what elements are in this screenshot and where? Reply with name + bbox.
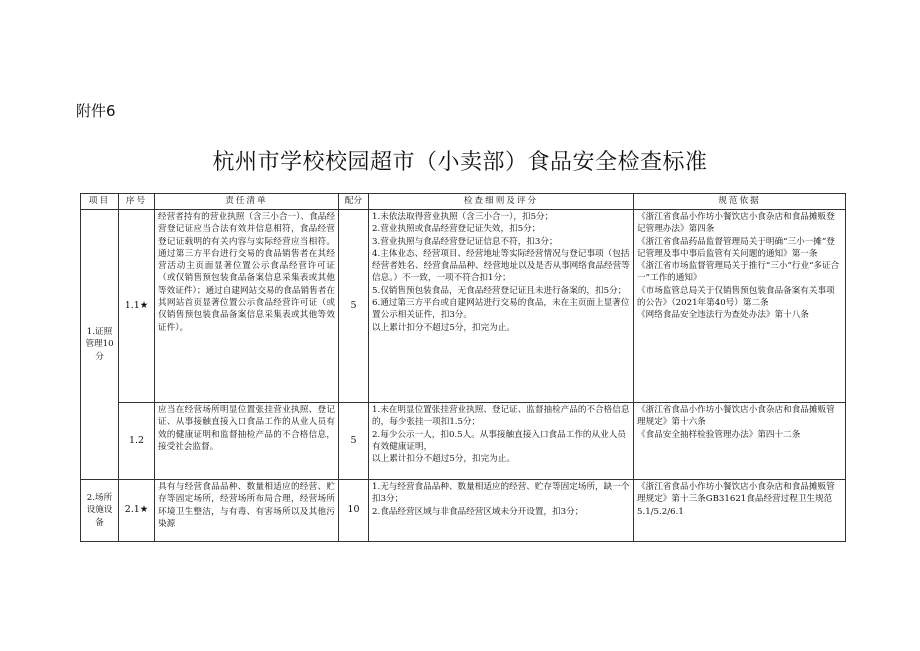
check-line: 以上累计扣分不超过5分，扣完为止。 [372, 322, 515, 333]
check-line: 5.仅销售预包装食品，无食品经营登记证且未进行备案的，扣5分； [372, 285, 627, 296]
seq-cell: 2.1★ [119, 480, 155, 542]
attachment-label: 附件6 [76, 102, 116, 120]
seq-cell: 1.2 [119, 403, 155, 480]
check-line: 2.营业执照或食品经营登记证失效，扣5分； [372, 224, 541, 235]
basis-line: 《网络食品安全违法行为查处办法》第十八条 [637, 310, 809, 321]
basis-line: 《食品安全抽样检验管理办法》第四十二条 [637, 429, 801, 440]
check-line: 以上累计扣分不超过5分，扣完为止。 [372, 454, 515, 465]
check-line: 1.无与经营食品品种、数量相适应的经营、贮存等固定场所，缺一个扣3分； [372, 482, 630, 505]
table-row [81, 210, 846, 403]
basis-line: 《浙江省食品小作坊小餐饮店小食杂店和食品摊贩登记管理办法》第四条 [637, 212, 835, 235]
header-seq: 序号 [119, 194, 155, 210]
header-duty: 责任清单 [155, 194, 339, 210]
header-score: 配分 [339, 194, 369, 210]
check-line: 6.通过第三方平台或自建网站进行交易的食品，未在主页面上显著位置公示相关证件，扣3分。 [372, 298, 630, 321]
item-cell: 2.场所设施设备 [81, 480, 119, 542]
basis-line: 《浙江省市场监督管理局关于推行“三小”行业“多证合一”工作的通知》 [637, 261, 840, 284]
duty-cell: 具有与经营食品品种、数量相适应的经营、贮存等固定场所，经营场所布局合理，经营场所环境卫生整洁，与有毒、有害场所以及其他污染源 [155, 480, 339, 542]
duty-cell: 经营者持有的营业执照（含三小合一）、食品经营登记证应当合法有效并信息相符，食品经营登记证载明的有关内容与实际经营应当相符。通过第三方平台进行交易的食品销售者在其经营活动主页面显著位置公示食品经营许可证（或仅销售预包装食品备案信息采集表或其他等效证件）；通过自建网站交易的食品销售者在其网站首页显著位置公示食品经营许可证（或仅销售预包装食品备案信息采集表或其他等效证件）。 [155, 210, 339, 403]
score-cell: 5 [339, 403, 369, 480]
check-cell [369, 403, 634, 480]
basis-cell [634, 480, 846, 542]
basis-line: 《浙江省食品小作坊小餐饮店小食杂店和食品摊贩管理规定》第十六条 [637, 405, 835, 428]
basis-line: 《浙江省食品药品监督管理局关于明确“三小一摊”登记管理及事中事后监管有关问题的通知》第一条 [637, 236, 835, 259]
page-title: 杭州市学校校园超市（小卖部）食品安全检查标准 [212, 150, 708, 175]
check-line: 1.未在明显位置张挂营业执照、登记证、监督抽检产品的不合格信息的，每少张挂一项扣1.5分； [372, 405, 630, 428]
basis-line: 《市场监管总局关于仅销售预包装食品备案有关事项的公告》（2021年第40号）第二条 [637, 285, 835, 309]
table-row [81, 480, 846, 542]
table-row [81, 403, 846, 480]
header-basis: 规范依据 [634, 194, 846, 210]
check-line: 3.营业执照与食品经营登记证信息不符，扣3分； [372, 236, 558, 247]
check-cell [369, 480, 634, 542]
seq-cell: 1.1★ [119, 210, 155, 403]
check-line: 4.主体业态、经营项目、经营地址等实际经营情况与登记事项（包括经营者姓名、经营食品品种、经营地址以及是否从事网络食品经营等信息。）不一致，一项不符合扣1分； [372, 248, 630, 284]
basis-cell [634, 403, 846, 480]
check-line: 2.食品经营区域与非食品经营区域未分开设置，扣3分； [372, 506, 584, 517]
header-check: 检查细则及评分 [369, 194, 634, 210]
basis-cell [634, 210, 846, 403]
inspection-table [80, 193, 846, 542]
score-cell: 10 [339, 480, 369, 542]
check-cell [369, 210, 634, 403]
basis-line: 《浙江省食品小作坊小餐饮店小食杂店和食品摊贩管理规定》第十三条GB31621食品经营过程卫生规范5.1/5.2/6.1 [637, 482, 835, 517]
table-header-row [81, 194, 846, 210]
check-line: 1.未依法取得营业执照（含三小合一），扣5分； [372, 212, 554, 222]
score-cell: 5 [339, 210, 369, 403]
duty-cell: 应当在经营场所明显位置张挂营业执照、登记证、从事接触直接入口食品工作的从业人员有效的健康证明和监督抽检产品的不合格信息，接受社会监督。 [155, 403, 339, 480]
item-cell: 1.证照管理10分 [81, 210, 119, 480]
check-line: 2.每少公示一人，扣0.5人。从事接触直接入口食品工作的从业人员有效健康证明， [372, 429, 626, 452]
header-item: 项目 [81, 194, 119, 210]
